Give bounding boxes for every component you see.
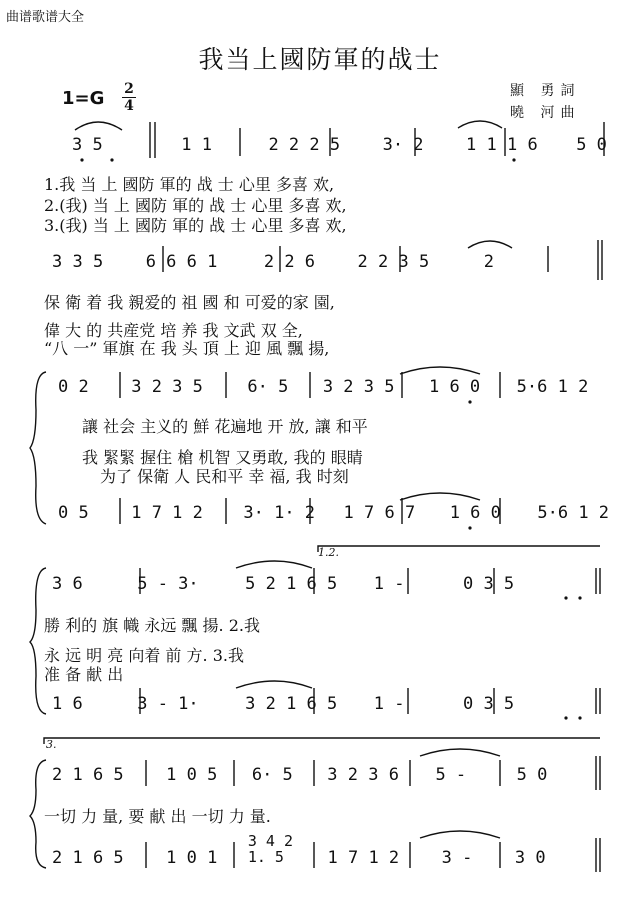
time-signature-top: 2 bbox=[124, 81, 134, 97]
octave-dot bbox=[80, 158, 83, 161]
slur bbox=[468, 241, 512, 248]
note-group: 2 1 6 5 bbox=[52, 848, 124, 868]
note-group: 5 0 bbox=[516, 765, 548, 785]
lyric-line-3: 3.(我) 当 上 國防 軍的 战 士 心里 多喜 欢, bbox=[44, 216, 347, 235]
note-group: 0 2 bbox=[58, 377, 89, 397]
lyric-line-2: 永 远 明 亮 向着 前 方. 3.我 bbox=[44, 646, 244, 665]
octave-dot bbox=[578, 716, 581, 719]
note-group: 1 0 5 bbox=[166, 765, 218, 785]
octave-dot bbox=[468, 400, 471, 403]
note-group: 5·6 1 2 bbox=[516, 377, 589, 397]
lyric-line-2: 偉 大 的 共産党 培 养 我 文武 双 全, bbox=[44, 321, 303, 340]
lyric-line-2: 2.(我) 当 上 國防 軍的 战 士 心里 多喜 欢, bbox=[44, 196, 347, 215]
octave-dot bbox=[468, 526, 471, 529]
note-group: 5 2 1 6 5 bbox=[245, 574, 338, 594]
note-group: 0 5 bbox=[58, 503, 89, 523]
note-group: 3 0 bbox=[514, 848, 546, 868]
system-brace bbox=[30, 760, 46, 868]
octave-dot bbox=[564, 716, 567, 719]
slur bbox=[236, 681, 312, 688]
note-group: 6· 5 bbox=[247, 377, 289, 397]
note-group: 1 6 0 bbox=[428, 377, 481, 397]
octave-dot bbox=[578, 596, 581, 599]
lyric-line-1: 保 衛 着 我 親爱的 祖 國 和 可爱的家 園, bbox=[44, 293, 335, 312]
note-group: 3 2 3 6 bbox=[327, 765, 399, 785]
note-group: 1 6 bbox=[52, 694, 83, 714]
volta-bracket-label: 3. bbox=[46, 738, 57, 751]
lyric-line-3: 为了 保衛 人 民和平 幸 福, 我 时刻 bbox=[100, 467, 349, 486]
slur bbox=[400, 493, 480, 500]
note-group: 3 - bbox=[441, 848, 473, 868]
slur bbox=[458, 121, 502, 128]
composer-credit: 曉 河曲 bbox=[510, 105, 581, 121]
note-group: 6 6 6 1 bbox=[145, 252, 218, 272]
slur bbox=[236, 561, 312, 568]
source-label: 曲谱歌谱大全 bbox=[6, 10, 85, 25]
lyric-line-1: 一切 力 量, 要 献 出 一切 力 量. bbox=[44, 807, 271, 826]
system-brace bbox=[30, 568, 46, 714]
note-group: 2 2 6 bbox=[263, 252, 316, 272]
note-group: 3 2 3 5 bbox=[131, 377, 203, 397]
note-group: 1 1 1 6 bbox=[466, 135, 538, 155]
note-group: 3· 1· 2 bbox=[243, 503, 316, 523]
note-group: 3 6 bbox=[52, 574, 83, 594]
note-group: 0 3 5 bbox=[462, 694, 515, 714]
note-group: 1 1 bbox=[181, 135, 212, 155]
note-group: 1 - bbox=[373, 574, 405, 594]
volta-bracket bbox=[318, 546, 600, 552]
note-group: 5·6 1 2 bbox=[537, 503, 610, 523]
note-group: 5 - bbox=[435, 765, 467, 785]
note-group: 1 6 0 bbox=[449, 503, 501, 523]
slur bbox=[420, 749, 500, 756]
note-group: 3 - 1· bbox=[137, 694, 199, 714]
note-group: 3· 2 bbox=[382, 135, 424, 155]
note-group: 1 0 1 bbox=[166, 848, 218, 868]
lyric-line-3: 准 备 献 出 bbox=[44, 665, 124, 684]
note-group: 2 1 6 5 bbox=[52, 765, 124, 785]
slur bbox=[420, 831, 500, 838]
note-group: 3 4 2 bbox=[247, 832, 293, 850]
note-group: 1 7 6 7 bbox=[343, 503, 416, 523]
octave-dot bbox=[512, 158, 515, 161]
note-group: 2 bbox=[483, 252, 494, 272]
octave-dot bbox=[110, 158, 113, 161]
octave-dot bbox=[564, 596, 567, 599]
lyric-line-3: “八 一” 軍旗 在 我 头 頂 上 迎 風 飄 揚, bbox=[44, 339, 330, 358]
note-group: 2 2 2 5 bbox=[268, 135, 341, 155]
note-group: 1 - bbox=[373, 694, 405, 714]
volta-bracket bbox=[44, 738, 600, 744]
slur bbox=[400, 367, 480, 374]
note-group: 1 7 1 2 bbox=[327, 848, 400, 868]
lyric-line-1: 1.我 当 上 國防 軍的 战 士 心里 多喜 欢, bbox=[44, 175, 335, 194]
slur bbox=[75, 122, 122, 130]
lyric-line-2: 我 緊緊 握住 槍 机智 又勇敢, 我的 眼睛 bbox=[82, 448, 363, 467]
note-group: 0 3 5 bbox=[462, 574, 515, 594]
note-group: 2 2 3 5 bbox=[357, 252, 430, 272]
note-group: 3 2 3 5 bbox=[322, 377, 395, 397]
note-group: 1. 5 bbox=[247, 848, 284, 866]
time-signature-bottom: 4 bbox=[124, 98, 134, 114]
lyric-line-1: 勝 利的 旗 幟 永远 飄 揚. 2.我 bbox=[44, 616, 260, 635]
lyric-line-1: 讓 社会 主义的 鮮 花遍地 开 放, 讓 和平 bbox=[82, 417, 368, 436]
note-group: 3 2 1 6 5 bbox=[245, 694, 338, 714]
note-group: 5 - 3· bbox=[137, 574, 199, 594]
song-title: 我当上國防軍的战士 bbox=[198, 45, 442, 74]
note-group: 3 3 5 bbox=[52, 252, 104, 272]
note-group: 1 7 1 2 bbox=[131, 503, 203, 523]
note-group: 6· 5 bbox=[251, 765, 293, 785]
note-group: 5 0 bbox=[576, 135, 607, 155]
key-signature: 1=G bbox=[62, 88, 105, 109]
volta-bracket-label: 1.2. bbox=[318, 546, 339, 559]
note-group: 3 5 bbox=[72, 135, 103, 155]
lyricist-credit: 顯 勇詞 bbox=[510, 83, 581, 99]
system-brace bbox=[30, 372, 46, 524]
